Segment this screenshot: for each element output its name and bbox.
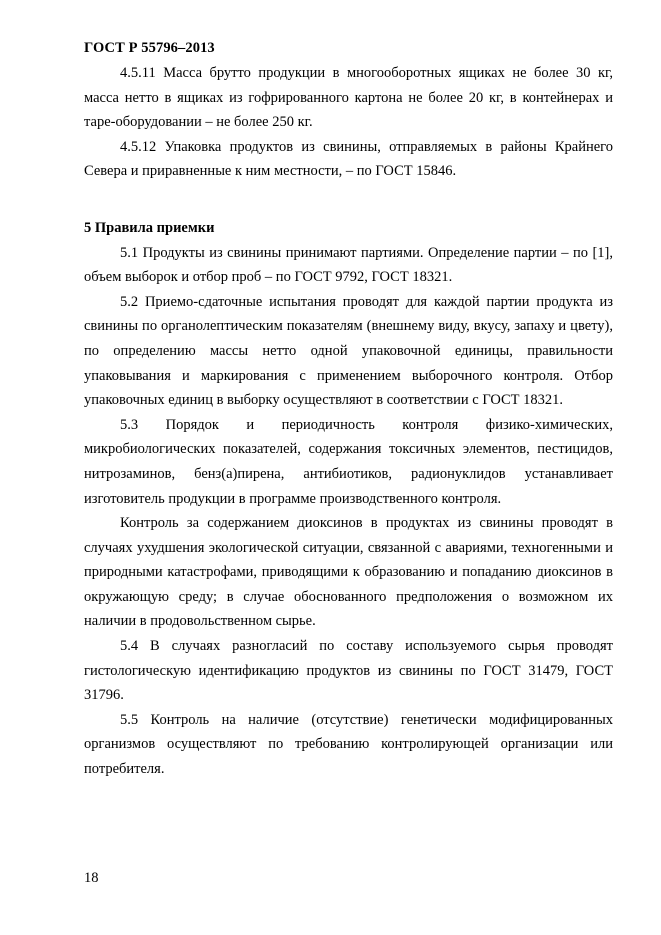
paragraph-4-5-11: 4.5.11 Масса брутто продукции в многооборотных ящиках не более 30 кг, масса нетто в ящиках из гофрированного картона не более 20 кг, в контейнерах и таре-оборудовании – не более 250 кг. (84, 65, 613, 131)
page-number: 18 (84, 870, 99, 886)
document-header: ГОСТ Р 55796–2013 (84, 40, 215, 56)
section-5-heading: 5 Правила приемки (84, 219, 215, 236)
paragraph-5-2: 5.2 Приемо-сдаточные испытания проводят для каждой партии продукта из свинины по органолептическим показателям (внешнему виду, вкусу, запаху и цвету), по определению массы нетто одной упаковочной единицы, правильности упаковывания и маркирования с применением выборочного контроля. Отбор упаковочных единиц в выборку осуществляют в соответствии с ГОСТ 18321. (84, 293, 613, 409)
paragraph-5-1: 5.1 Продукты из свинины принимают партиями. Определение партии – по [1], объем выборок и отбор проб – по ГОСТ 9792, ГОСТ 18321. (84, 244, 613, 286)
paragraph-5-4: 5.4 В случаях разногласий по составу используемого сырья проводят гистологическую идентификацию продуктов из свинины по ГОСТ 31479, ГОСТ 31796. (84, 638, 613, 704)
paragraph-5-5: 5.5 Контроль на наличие (отсутствие) генетически модифицированных организмов осуществляют по требованию контролирующей организации или потребителя. (84, 711, 613, 778)
paragraph-5-3-dioxins: Контроль за содержанием диоксинов в продуктах из свинины проводят в случаях ухудшения экологической ситуации, связанной с авариями, техногенными и природными катастрофами, приводящими к образованию и попаданию диоксинов в окружающую среду; в случае обоснованного предположения о возможном их наличии в продовольственном сырье. (84, 515, 613, 630)
document-body (84, 61, 613, 782)
paragraph-5-3: 5.3 Порядок и периодичность контроля физико-химических, микробиологических показателей, содержания токсичных элементов, пестицидов, нитрозаминов, бенз(а)пирена, антибиотиков, радионуклидов устанавливает изготовитель продукции в программе производственного контроля. (84, 416, 613, 507)
paragraph-4-5-12: 4.5.12 Упаковка продуктов из свинины, отправляемых в районы Крайнего Севера и приравненные к ним местности, – по ГОСТ 15846. (84, 138, 613, 180)
